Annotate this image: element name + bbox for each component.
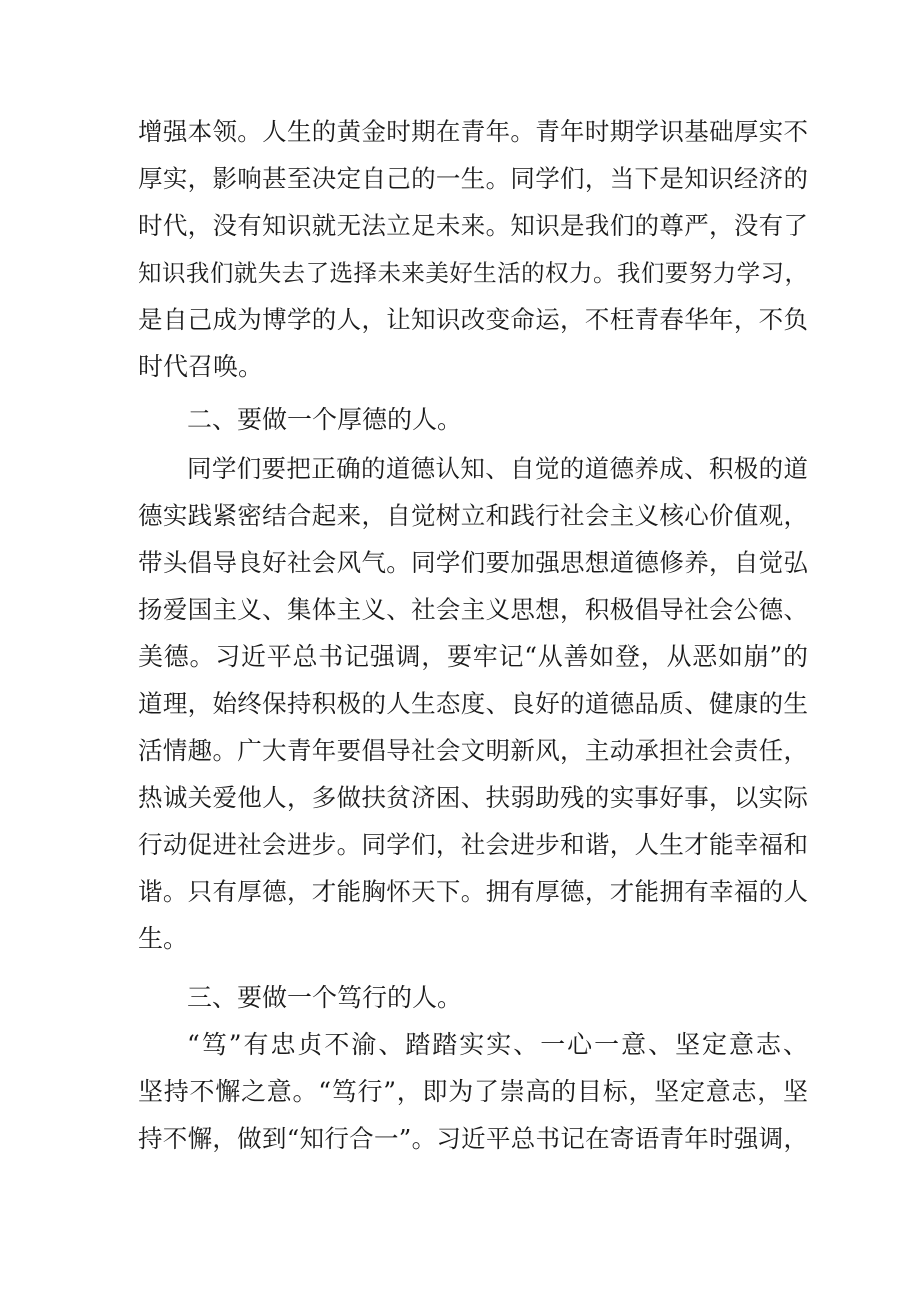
paragraph-line: 谐。只有厚德，才能胸怀天下。拥有厚德，才能拥有幸福的人 [138, 877, 808, 906]
paragraph-line: “笃”有忠贞不渝、踏踏实实、一心一意、坚定意志、 [187, 1030, 808, 1059]
paragraph-line: 扬爱国主义、集体主义、社会主义思想，积极倡导社会公德、 [138, 595, 808, 624]
paragraph-line: 生。 [138, 924, 189, 953]
paragraph-line: 持不懈，做到“知行合一”。习近平总书记在寄语青年时强调， [138, 1124, 808, 1153]
paragraph-line: 是自己成为博学的人，让知识改变命运，不枉青春华年，不负 [138, 305, 808, 334]
paragraph-line: 带头倡导良好社会风气。同学们要加强思想道德修养，自觉弘 [138, 548, 808, 577]
paragraph-line: 道理，始终保持积极的人生态度、良好的道德品质、健康的生 [138, 689, 808, 718]
section-heading-2: 二、要做一个厚德的人。 [187, 405, 463, 434]
paragraph-line: 美德。习近平总书记强调，要牢记“从善如登，从恶如崩”的 [138, 642, 808, 671]
paragraph-line: 德实践紧密结合起来，自觉树立和践行社会主义核心价值观， [138, 501, 808, 530]
paragraph-line: 知识我们就失去了选择未来美好生活的权力。我们要努力学习， [138, 259, 808, 287]
paragraph-line: 时代召唤。 [138, 352, 264, 381]
paragraph-line: 坚持不懈之意。“笃行”，即为了崇高的目标，坚定意志，坚 [138, 1077, 808, 1106]
paragraph-line: 行动促进社会进步。同学们，社会进步和谐，人生才能幸福和 [138, 830, 808, 859]
paragraph-line: 厚实，影响甚至决定自己的一生。同学们，当下是知识经济的 [138, 164, 808, 193]
paragraph-line: 热诚关爱他人，多做扶贫济困、扶弱助残的实事好事，以实际 [138, 783, 808, 812]
paragraph-line: 增强本领。人生的黄金时期在青年。青年时期学识基础厚实不 [138, 117, 808, 146]
paragraph-line: 活情趣。广大青年要倡导社会文明新风，主动承担社会责任， [138, 736, 808, 765]
paragraph-line: 同学们要把正确的道德认知、自觉的道德养成、积极的道 [187, 454, 808, 483]
paragraph-line: 时代，没有知识就无法立足未来。知识是我们的尊严，没有了 [138, 211, 808, 240]
section-heading-3: 三、要做一个笃行的人。 [187, 983, 463, 1012]
